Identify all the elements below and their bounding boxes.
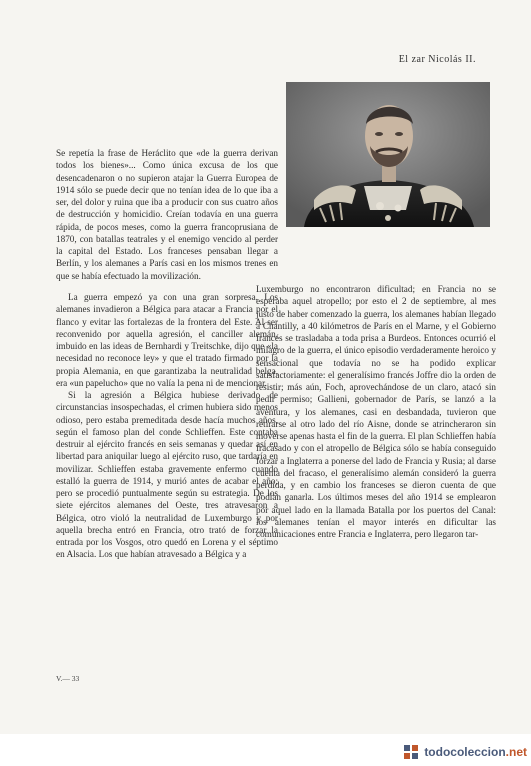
- watermark-text: [424, 745, 527, 759]
- watermark-mark-icon: [403, 744, 419, 760]
- paragraph: Se repetía la frase de Heráclito que «de la guerra derivan todos los bienes»... Como única excusa de los que desencadenaron o no supieron atajar la Guerra Europea de 1914 sólo se puede decir que no tenían idea de lo que iba a ser, del dolor y ruina que iba a producir con sus cuatro años de destrucción y homicidio. Creían todavía en una guerra rápida, de pocos meses, como la guerra francoprusiana de 1870, con batallas teatrales y el enemigo vencido al perder la capital del Estado. Los franceses pensaban llegar a Berlín, y los alemanes a París casi en los mismos trenes en que se había efectuado la movilización.: [56, 148, 278, 281]
- tsar-portrait-image: [286, 82, 490, 227]
- left-column-top: [56, 147, 278, 282]
- watermark-logo: [403, 744, 527, 760]
- portrait-photo: [286, 82, 490, 227]
- paragraph: La guerra empezó ya con una gran sorpresa. Los alemanes invadieron a Bélgica para atacar a Francia por el flanco y evitar las fortalezas de la frontera del Este. Al ser reconvenido por aquella agresión, el canciller alemán, imbuido en las ideas de Bernhardi y Treitschke, dijo que «la necesidad no reconoce ley» y que el tratado firmado por la propia Alemania, en que garantizaba la neutralidad belga, era «un papelucho» que no valía la pena ni de mencionar.: [56, 292, 278, 388]
- watermark-text-accent: .net: [505, 745, 527, 759]
- running-title: El zar Nicolás II.: [398, 54, 476, 65]
- left-column-bottom: [56, 291, 278, 561]
- page-folio: V.— 33: [56, 674, 80, 683]
- paragraph: Luxemburgo no encontraron dificultad; en Francia no se esperaba aquel atropello; por esto el 2 de septiembre, al mes justo de haber comenzado la guerra, los alemanes habían llegado a Chantilly, a 40 kilómetros de París en el Marne, y el Gobierno francés se trasladaba a toda prisa a Burdeos. Entonces ocurrió el milagro de la guerra, el único episodio verdaderamente heroico y sensacional que todavía no se ha podido explicar satisfactoriamente: el generalísimo francés Joffre dio la orden de resistir; más aún, Foch, aprovechándose de un claro, atacó sin pedir permiso; Gallieni, gobernador de París, se lanzó a la aventura, y los alemanes, casi en desbandada, tuvieron que retirarse al otro lado del río Aisne, donde se atrincheraron sin moverse apenas hasta el fin de la guerra. El plan Schlieffen había fracasado y con el atropello de Bélgica sólo se había conseguido forzar a Inglaterra a ponerse del lado de Francia y Rusia; al darse cuenta del fracaso, el generalísimo alemán consideró la guerra perdida, y en cambio los franceses se dieron cuenta de que podían ganarla. Los últimos meses del año 1914 se emplearon por aquel lado en la llamada Batalla por los puertos del Canal: los alemanes tenían el mayor interés en dificultar las comunicaciones entre Francia e Inglaterra, pero llegaron tar-: [256, 284, 496, 539]
- paragraph: Si la agresión a Bélgica hubiese derivado de circunstancias insospechadas, el crimen hubiera sido menos odioso, pero estaba premeditada desde hacía muchos años, según el famoso plan del conde Schlieffen. Este contaba destruir al ejército francés en seis semanas y quedar así en libertad para aniquilar luego al ejército ruso, que tardaría en movilizar. Schlieffen estaba gravemente enfermo cuando estalló la guerra de 1914, y murió antes de acabar el año; pero se procedió puntualmente según su estrategia. De los siete ejércitos alemanes del Oeste, tres atravesaron a Bélgica, otro violó la neutralidad de Luxemburgo y por aquella brecha entró en Francia, otro trató de forzar la entrada por los Vosgos, otro quedó en Lorena y el séptimo en Alsacia. Los que habían atravesado a Bélgica y a: [56, 390, 278, 560]
- watermark-text-main: todocoleccion: [424, 745, 506, 759]
- right-column: [256, 283, 496, 540]
